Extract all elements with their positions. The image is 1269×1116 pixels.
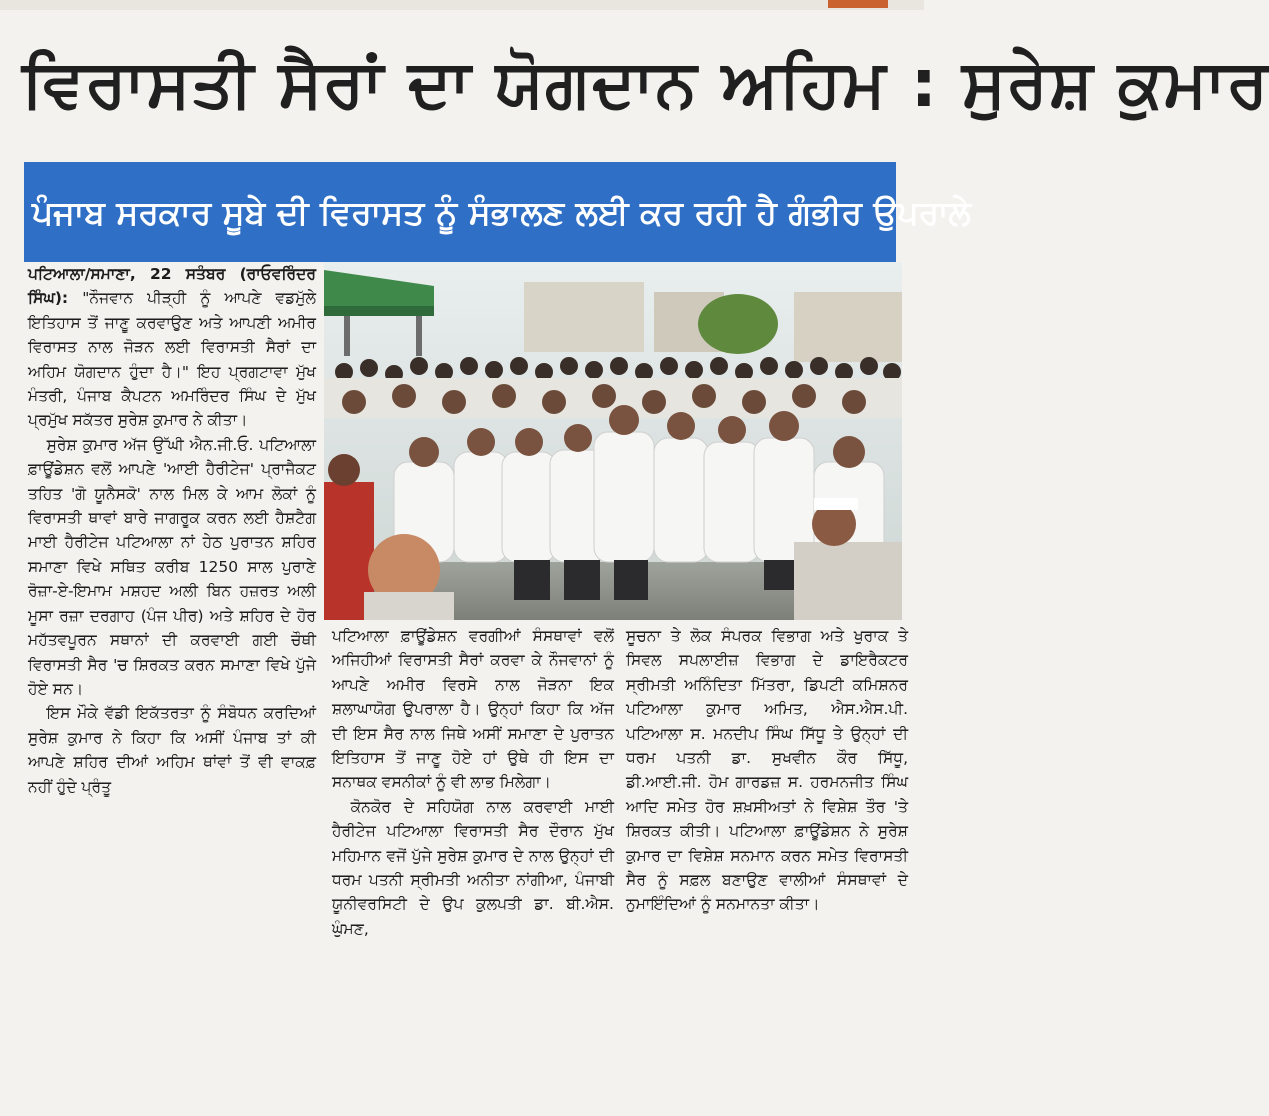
- subheadline-banner: [24, 162, 971, 262]
- crowd-photo-illustration: [324, 262, 902, 620]
- paragraph: ਸੁਰੇਸ਼ ਕੁਮਾਰ ਅੱਜ ਉੱਘੀ ਐਨ.ਜੀ.ਓ. ਪਟਿਆਲਾ ਫ਼ਾਊਂਡੇਸ਼ਨ ਵਲੋਂ ਆਪਣੇ 'ਆਈ ਹੈਰੀਟੇਜ' ਪ੍ਰਾਜੈਕਟ ਤਹਿਤ 'ਗੋ ਯੂਨੈਸਕੋ' ਨਾਲ ਮਿਲ ਕੇ ਆਮ ਲੋਕਾਂ ਨੂੰ ਵਿਰਾਸਤੀ ਥਾਵਾਂ ਬਾਰੇ ਜਾਗਰੂਕ ਕਰਨ ਲਈ ਹੈਸ਼ਟੈਗ ਮਾਈ ਹੈਰੀਟੇਜ ਪਟਿਆਲਾ ਨਾਂ ਹੇਠ ਪੁਰਾਤਨ ਸ਼ਹਿਰ ਸਮਾਣਾ ਵਿਖੇ ਸਥਿਤ ਕਰੀਬ 1250 ਸਾਲ ਪੁਰਾਣੇ ਰੋਜ਼ਾ-ਏ-ਇਮਾਮ ਮਸ਼ਹਦ ਅਲੀ ਬਿਨ ਹਜ਼ਰਤ ਅਲੀ ਮੂਸਾ ਰਜ਼ਾ ਦਰਗਾਹ (ਪੰਜ ਪੀਰ) ਅਤੇ ਸ਼ਹਿਰ ਦੇ ਹੋਰ ਮਹੱਤਵਪੂਰਨ ਸਥਾਨਾਂ ਦੀ ਕਰਵਾਈ ਗਈ ਚੌਥੀ ਵਿਰਾਸਤੀ ਸੈਰ 'ਚ ਸ਼ਿਰਕਤ ਕਰਨ ਸਮਾਣਾ ਵਿਖੇ ਪੁੱਜੇ ਹੋਏ ਸਨ।: [28, 435, 316, 698]
- dateline: ਪਟਿਆਲਾ/ਸਮਾਣਾ, 22 ਸਤੰਬਰ (ਰਾਓਵਰਿੰਦਰ ਸਿੰਘ):: [28, 265, 316, 308]
- paragraph: ਇਸ ਮੌਕੇ ਵੱਡੀ ਇਕੱਤਰਤਾ ਨੂੰ ਸੰਬੋਧਨ ਕਰਦਿਆਂ ਸੁਰੇਸ਼ ਕੁਮਾਰ ਨੇ ਕਿਹਾ ਕਿ ਅਸੀਂ ਪੰਜਾਬ ਤਾਂ ਕੀ ਆਪਣੇ ਸ਼ਹਿਰ ਦੀਆਂ ਅਹਿਮ ਥਾਂਵਾਂ ਤੋਂ ਵੀ ਵਾਕਫ਼ ਨਹੀਂ ਹੁੰਦੇ ਪ੍ਰੰਤੂ: [28, 704, 316, 796]
- article-column-1: [28, 262, 316, 1102]
- article-column-2: [332, 624, 614, 1104]
- paragraph: ਪਟਿਆਲਾ ਫ਼ਾਊਂਡੇਸ਼ਨ ਵਰਗੀਆਂ ਸੰਸਥਾਵਾਂ ਵਲੋਂ ਅਜਿਹੀਆਂ ਵਿਰਾਸਤੀ ਸੈਰਾਂ ਕਰਵਾ ਕੇ ਨੌਜਵਾਨਾਂ ਨੂੰ ਆਪਣੇ ਅਮੀਰ ਵਿਰਸੇ ਨਾਲ ਜੋੜਨਾ ਇਕ ਸ਼ਲਾਘਾਯੋਗ ਉਪਰਾਲਾ ਹੈ। ਉਨ੍ਹਾਂ ਕਿਹਾ ਕਿ ਅੱਜ ਦੀ ਇਸ ਸੈਰ ਨਾਲ ਜਿਥੇ ਅਸੀਂ ਸਮਾਣਾ ਦੇ ਪੁਰਾਤਨ ਇਤਿਹਾਸ ਤੋਂ ਜਾਣੂ ਹੋਏ ਹਾਂ ਉਥੇ ਹੀ ਇਸ ਦਾ ਸਨਾਥਕ ਵਸਨੀਕਾਂ ਨੂੰ ਵੀ ਲਾਭ ਮਿਲੇਗਾ।: [332, 627, 614, 792]
- article-column-3: [626, 624, 908, 1104]
- corner-mark: [828, 0, 888, 8]
- lead-text: "ਨੌਜਵਾਨ ਪੀੜ੍ਹੀ ਨੂੰ ਆਪਣੇ ਵਡਮੁੱਲੇ ਇਤਿਹਾਸ ਤੋਂ ਜਾਣੂ ਕਰਵਾਉਣ ਅਤੇ ਆਪਣੀ ਅਮੀਰ ਵਿਰਾਸਤ ਨਾਲ ਜੋੜਨ ਲਈ ਵਿਰਾਸਤੀ ਸੈਰਾਂ ਦਾ ਅਹਿਮ ਯੋਗਦਾਨ ਹੁੰਦਾ ਹੈ।" ਇਹ ਪ੍ਰਗਟਾਵਾ ਮੁੱਖ ਮੰਤਰੀ, ਪੰਜਾਬ ਕੈਪਟਨ ਅਮਰਿੰਦਰ ਸਿੰਘ ਦੇ ਮੁੱਖ ਪ੍ਰਮੁੱਖ ਸਕੱਤਰ ਸੁਰੇਸ਼ ਕੁਮਾਰ ਨੇ ਕੀਤਾ।: [28, 289, 317, 430]
- paragraph: ਸੂਚਨਾ ਤੇ ਲੋਕ ਸੰਪਰਕ ਵਿਭਾਗ ਅਤੇ ਖੁਰਾਕ ਤੇ ਸਿਵਲ ਸਪਲਾਈਜ਼ ਵਿਭਾਗ ਦੇ ਡਾਇਰੈਕਟਰ ਸ੍ਰੀਮਤੀ ਅਨਿੰਦਿਤਾ ਮਿੱਤਰਾ, ਡਿਪਟੀ ਕਮਿਸ਼ਨਰ ਪਟਿਆਲਾ ਕੁਮਾਰ ਅਮਿਤ, ਐਸ.ਐਸ.ਪੀ. ਪਟਿਆਲਾ ਸ. ਮਨਦੀਪ ਸਿੰਘ ਸਿੱਧੂ ਤੇ ਉਨ੍ਹਾਂ ਦੀ ਧਰਮ ਪਤਨੀ ਡਾ. ਸੁਖਵੀਨ ਕੌਰ ਸਿੱਧੂ, ਡੀ.ਆਈ.ਜੀ. ਹੋਮ ਗਾਰਡਜ਼ ਸ. ਹਰਮਨਜੀਤ ਸਿੰਘ ਆਦਿ ਸਮੇਤ ਹੋਰ ਸ਼ਖ਼ਸੀਅਤਾਂ ਨੇ ਵਿਸ਼ੇਸ਼ ਤੌਰ 'ਤੇ ਸ਼ਿਰਕਤ ਕੀਤੀ। ਪਟਿਆਲਾ ਫ਼ਾਊਂਡੇਸ਼ਨ ਨੇ ਸੁਰੇਸ਼ ਕੁਮਾਰ ਦਾ ਵਿਸ਼ੇਸ਼ ਸਨਮਾਨ ਕਰਨ ਸਮੇਤ ਵਿਰਾਸਤੀ ਸੈਰ ਨੂੰ ਸਫ਼ਲ ਬਣਾਉਣ ਵਾਲੀਆਂ ਸੰਸਥਾਵਾਂ ਦੇ ਨੁਮਾਇੰਦਿਆਂ ਨੂੰ ਸਨਮਾਨਤਾ ਕੀਤਾ।: [626, 627, 908, 914]
- paragraph: [28, 262, 316, 433]
- headline: ਵਿਰਾਸਤੀ ਸੈਰਾਂ ਦਾ ਯੋਗਦਾਨ ਅਹਿਮ : ਸੁਰੇਸ਼ ਕੁਮਾਰ: [22, 45, 1269, 122]
- paragraph: ਕੋਨਕੋਰ ਦੇ ਸਹਿਯੋਗ ਨਾਲ ਕਰਵਾਈ ਮਾਈ ਹੈਰੀਟੇਜ ਪਟਿਆਲਾ ਵਿਰਾਸਤੀ ਸੈਰ ਦੌਰਾਨ ਮੁੱਖ ਮਹਿਮਾਨ ਵਜੋਂ ਪੁੱਜੇ ਸੁਰੇਸ਼ ਕੁਮਾਰ ਦੇ ਨਾਲ ਉਨ੍ਹਾਂ ਦੀ ਧਰਮ ਪਤਨੀ ਸ੍ਰੀਮਤੀ ਅਨੀਤਾ ਨਾਂਗੀਆ, ਪੰਜਾਬੀ ਯੂਨੀਵਰਸਿਟੀ ਦੇ ਉਪ ਕੁਲਪਤੀ ਡਾ. ਬੀ.ਐਸ. ਘੁੰਮਣ,: [332, 797, 614, 938]
- event-photo: [324, 262, 902, 620]
- subheadline: ਪੰਜਾਬ ਸਰਕਾਰ ਸੂਬੇ ਦੀ ਵਿਰਾਸਤ ਨੂੰ ਸੰਭਾਲਣ ਲਈ ਕਰ ਰਹੀ ਹੈ ਗੰਭੀਰ ਉਪਰਾਲੇ: [32, 193, 971, 232]
- top-strip: [0, 0, 924, 10]
